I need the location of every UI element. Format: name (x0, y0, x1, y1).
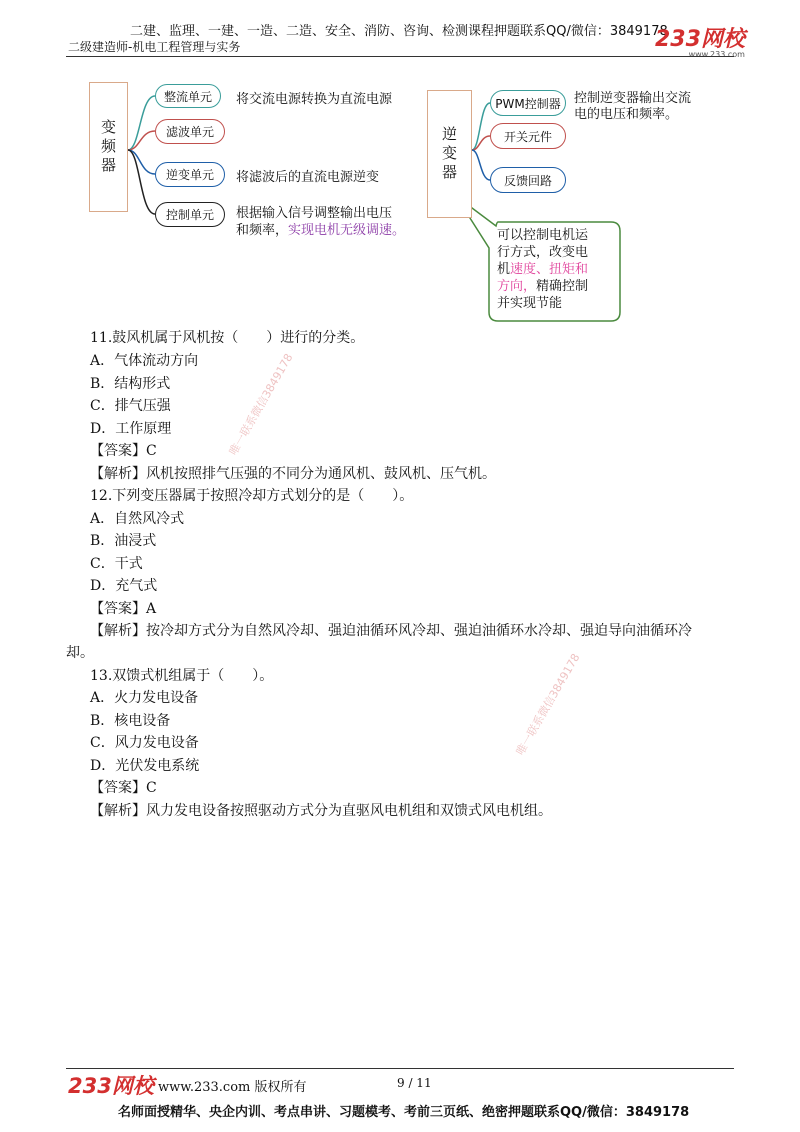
question-11-option-d: D．工作原理 (90, 421, 172, 437)
header-subtitle: 二级建造师-机电工程管理与实务 (68, 40, 241, 54)
question-11-answer: 【答案】C (90, 443, 157, 459)
question-11-option-b: B．结构形式 (90, 376, 171, 392)
filter-unit-box: 滤波单元 (155, 119, 225, 144)
question-11-option-c: C．排气压强 (90, 398, 171, 414)
callout-text: 可以控制电机运 行方式，改变电 机速度、扭矩和 方向，精确控制 并实现节能 (497, 228, 589, 311)
rectifier-unit-box: 整流单元 (155, 84, 221, 108)
pwm-controller-desc-line2: 电的电压和频率。 (574, 107, 679, 122)
control-unit-desc-line1: 根据输入信号调整输出电压 (236, 206, 393, 221)
footer-copyright: www.233.com 版权所有 (158, 1080, 307, 1095)
question-13-option-d: D．光伏发电系统 (90, 758, 200, 774)
question-12-option-c: C．干式 (90, 556, 143, 572)
header-logo: 233网校 www.233.com (655, 27, 745, 59)
watermark: 唯一联系微信3849178 (226, 351, 296, 458)
switch-element-box: 开关元件 (490, 123, 566, 149)
question-12-answer: 【答案】A (90, 601, 157, 617)
question-12-analysis-cont: 却。 (66, 645, 94, 661)
question-11-option-a: A．气体流动方向 (90, 353, 199, 369)
question-13-stem: 13.双馈式机组属于（ ）。 (90, 668, 274, 684)
vfd-title-box: 变频器 (89, 82, 128, 212)
footer-contact-line: 名师面授精华、央企内训、考点串讲、习题模考、考前三页纸、绝密押题联系QQ/微信：3849178 (118, 1105, 690, 1120)
question-13-analysis: 【解析】风力发电设备按照驱动方式分为直驱风电机组和双馈式风电机组。 (90, 803, 552, 819)
question-12-option-a: A．自然风冷式 (90, 511, 185, 527)
footer-divider (66, 1068, 734, 1069)
question-11-analysis: 【解析】风机按照排气压强的不同分为通风机、鼓风机、压气机。 (90, 466, 496, 482)
rectifier-unit-desc: 将交流电源转换为直流电源 (236, 92, 393, 107)
pwm-controller-box: PWM控制器 (490, 90, 566, 116)
inverter-title-box: 逆变器 (427, 90, 472, 218)
question-12-option-b: B．油浸式 (90, 533, 157, 549)
header-contact-line: 二建、监理、一建、一造、二造、安全、消防、咨询、检测课程押题联系QQ/微信：3849178 (130, 24, 668, 39)
watermark: 唯一联系微信3849178 (513, 651, 583, 758)
question-12-analysis: 【解析】按冷却方式分为自然风冷却、强迫油循环风冷却、强迫油循环水冷却、强迫导向油循环冷 (90, 623, 692, 639)
control-unit-box: 控制单元 (155, 202, 225, 227)
question-13-option-a: A．火力发电设备 (90, 690, 199, 706)
question-13-option-c: C．风力发电设备 (90, 735, 199, 751)
question-13-option-b: B．核电设备 (90, 713, 171, 729)
question-12-option-d: D．充气式 (90, 578, 158, 594)
page-number: 9 / 11 (397, 1076, 432, 1090)
footer-logo: 233网校 (68, 1074, 154, 1098)
question-12-stem: 12.下列变压器属于按照冷却方式划分的是（ ）。 (90, 488, 414, 504)
question-11-stem: 11.鼓风机属于风机按（ ）进行的分类。 (90, 330, 365, 346)
control-unit-desc-line2: 和频率，实现电机无级调速。 (236, 223, 406, 238)
inverter-unit-box: 逆变单元 (155, 162, 225, 187)
feedback-loop-box: 反馈回路 (490, 167, 566, 193)
question-13-answer: 【答案】C (90, 780, 157, 796)
inverter-unit-desc: 将滤波后的直流电源逆变 (236, 170, 380, 185)
pwm-controller-desc-line1: 控制逆变器输出交流 (574, 91, 692, 106)
